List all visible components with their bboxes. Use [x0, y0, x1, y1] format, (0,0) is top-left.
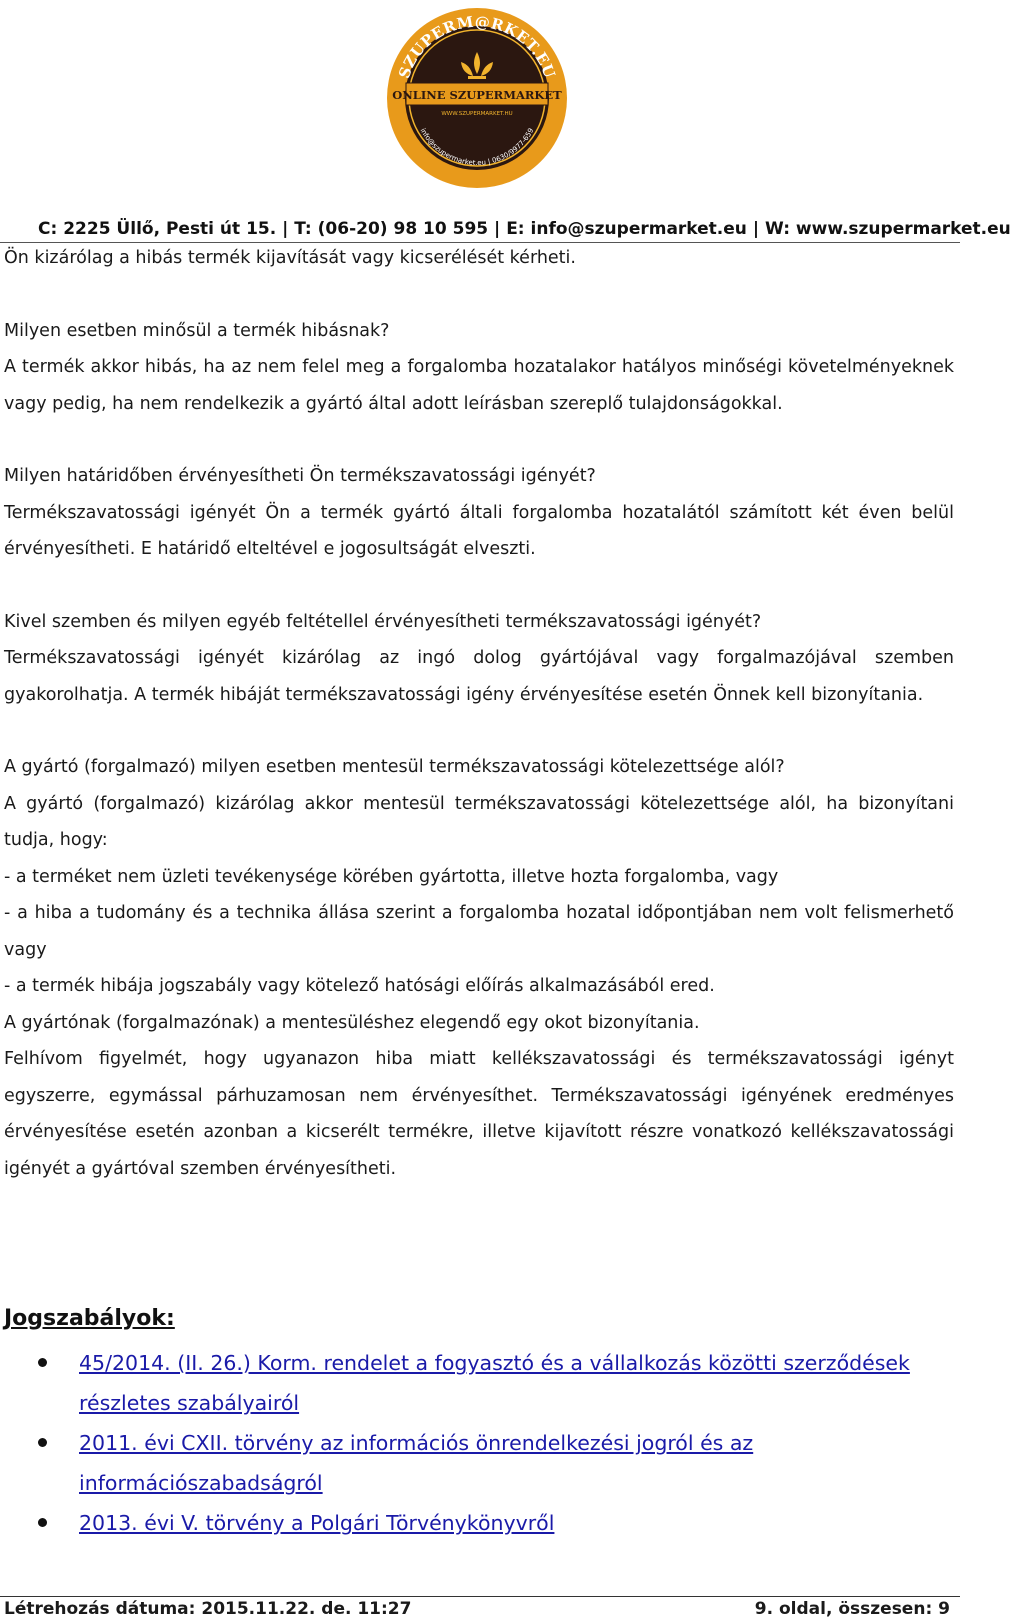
website-label: W: — [764, 219, 790, 239]
answer-defect: A termék akkor hibás, ha az nem felel meg a forgalomba hozatalakor hatályos minőségi követelményeknek vagy pedig, ha nem rendelkezik a gyártó által adott leírásban szereplő tulajdonságokkal. — [4, 357, 954, 414]
document-body — [4, 240, 954, 1187]
footer-divider — [0, 1596, 960, 1597]
list-item — [4, 1343, 944, 1423]
bullet-icon — [38, 1358, 47, 1367]
answer-deadline: Termékszavatossági igényét Ön a termék gyártó általi forgalomba hozatalától számított két éven belül érvényesítheti. E határidő elteltével e jogosultságát elveszti. — [4, 502, 954, 559]
bullet-icon — [38, 1438, 47, 1447]
page-number: 9. oldal, összesen: 9 — [754, 1599, 950, 1619]
legislation-heading: Jogszabályok: — [4, 1306, 175, 1331]
address-value: 2225 Üllő, Pesti út 15. — [63, 219, 277, 239]
address-label: C: — [38, 219, 58, 239]
exemption-item: - a termék hibája jogszabály vagy kötelező hatósági előírás alkalmazásából ered. — [4, 976, 715, 996]
question-exemption: A gyártó (forgalmazó) milyen esetben mentesül termékszavatossági kötelezettsége alól? — [4, 757, 785, 777]
question-against-whom: Kivel szemben és milyen egyéb feltétellel érvényesítheti termékszavatossági igényét? — [4, 611, 762, 632]
legislation-link[interactable]: 2011. évi CXII. törvény az információs önrendelkezési jogról és az információszabadságról — [79, 1431, 754, 1495]
question-defect: Milyen esetben minősül a termék hibásnak? — [4, 320, 390, 341]
separator: | — [494, 219, 501, 239]
exemption-item: - a terméket nem üzleti tevékenysége körében gyártotta, illetve hozta forgalomba, vagy — [4, 866, 779, 887]
website-value[interactable]: www.szupermarket.eu — [795, 219, 1011, 239]
exemption-note: A gyártónak (forgalmazónak) a mentesüléshez elegendő egy okot bizonyítania. — [4, 1012, 700, 1033]
logo-bottom-text: info@szupermarket.eu | 0630/9977-659 — [418, 126, 536, 168]
exemption-item: - a hiba a tudomány és a technika állása szerint a forgalomba hozatal időpontjában nem volt felismerhető vagy — [4, 903, 954, 960]
phone-label: T: — [294, 219, 312, 239]
list-item — [4, 1423, 944, 1503]
email-value[interactable]: info@szupermarket.eu — [530, 219, 747, 239]
legislation-list — [4, 1343, 944, 1543]
phone-value: (06-20) 98 10 595 — [317, 219, 489, 239]
logo-top-text: SZUPERM@RKET.EU — [395, 12, 559, 81]
question-deadline: Milyen határidőben érvényesítheti Ön termékszavatossági igényét? — [4, 466, 596, 486]
list-item — [4, 1503, 944, 1543]
legislation-link[interactable]: 2013. évi V. törvény a Polgári Törvénykönyvről — [79, 1511, 555, 1535]
separator: | — [752, 219, 760, 239]
attention-paragraph: Felhívom figyelmét, hogy ugyanazon hiba miatt kellékszavatossági és termékszavatossági igényt egyszerre, egymással párhuzamosan nem érvényesíthet. Termékszavatossági igényének eredményes érvényesítése esetén azonban a kicserélt termékre, illetve kijavított részre vonatkozó kellékszavatossági igényét a gyártóval szemben érvényesítheti. — [4, 1049, 954, 1179]
legislation-link[interactable]: 45/2014. (II. 26.) Korm. rendelet a fogyasztó és a vállalkozás közötti szerződések részletes szabályairól — [79, 1351, 910, 1415]
email-label: E: — [506, 219, 525, 239]
created-date: Létrehozás dátuma: 2015.11.22. de. 11:27 — [4, 1599, 412, 1619]
bullet-icon — [38, 1518, 47, 1527]
contact-line — [38, 219, 1011, 239]
logo-banner-url: WWW.SZUPERMARKET.HU — [441, 111, 513, 117]
answer-exemption: A gyártó (forgalmazó) kizárólag akkor mentesül termékszavatossági kötelezettsége alól, ha bizonyítani tudja, hogy: — [4, 793, 954, 850]
logo-banner-text: ONLINE SZUPERMARKET — [392, 88, 562, 102]
answer-against-whom: Termékszavatossági igényét kizárólag az ingó dolog gyártójával vagy forgalmazójával szemben gyakorolhatja. A termék hibáját termékszavatossági igény érvényesítése esetén Önnek kell bizonyítania. — [4, 648, 954, 705]
company-logo — [386, 0, 568, 196]
separator: | — [282, 219, 289, 239]
intro-paragraph: Ön kizárólag a hibás termék kijavítását vagy kicserélését kérheti. — [4, 248, 576, 268]
